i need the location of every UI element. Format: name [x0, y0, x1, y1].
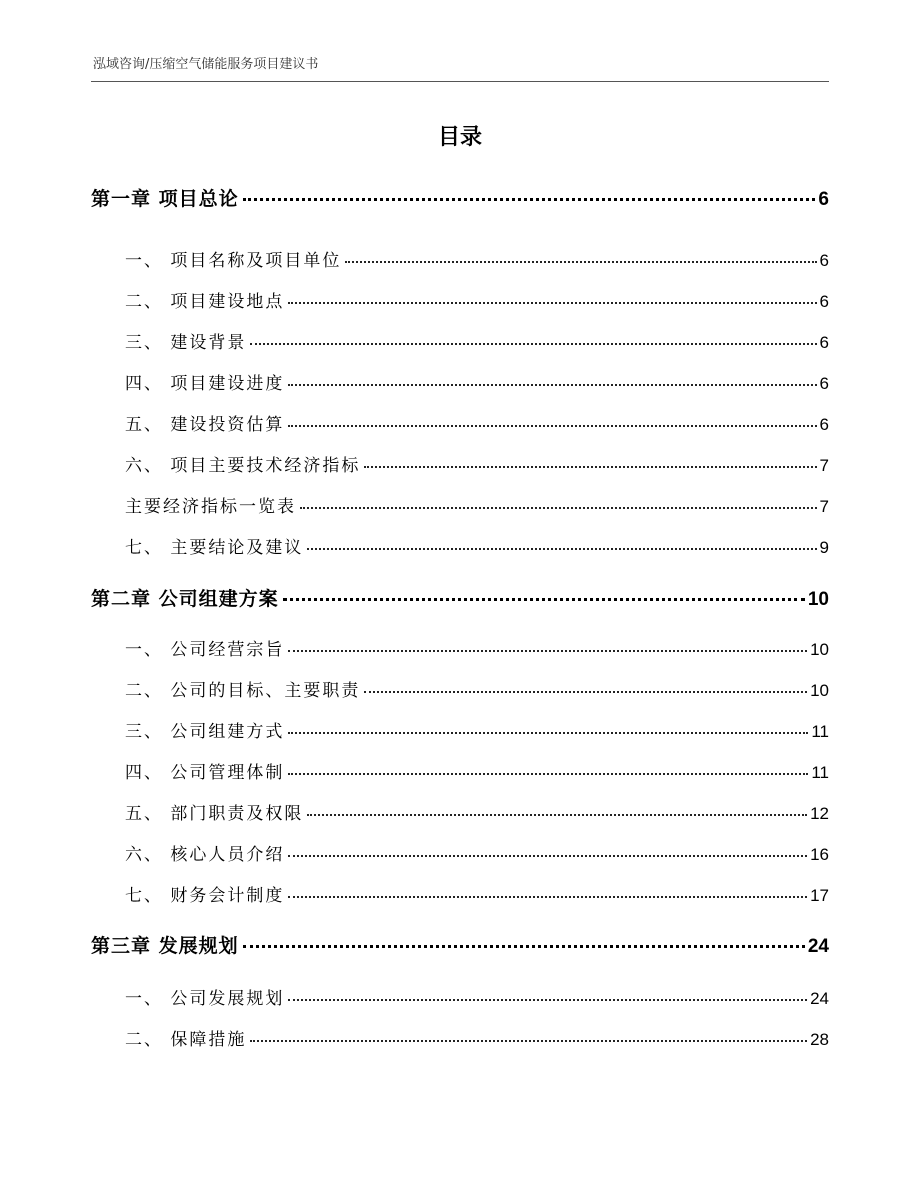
toc-chapter[interactable] — [91, 931, 829, 958]
toc-section[interactable] — [125, 410, 829, 435]
dot-leader — [288, 425, 816, 427]
dot-leader — [288, 773, 808, 775]
toc-chapter[interactable] — [91, 184, 829, 211]
dot-leader — [288, 732, 808, 734]
toc-section[interactable] — [125, 717, 829, 742]
dot-leader — [288, 302, 816, 304]
toc-section[interactable] — [125, 287, 829, 312]
toc-page-number: 12 — [810, 804, 829, 823]
toc-section[interactable] — [125, 840, 829, 865]
dot-leader — [243, 198, 816, 201]
toc-entry-label: 三、 公司组建方式 — [125, 722, 285, 742]
toc-page-number: 6 — [819, 251, 829, 270]
toc-section[interactable] — [125, 328, 829, 353]
toc-page-number: 7 — [819, 456, 829, 475]
dot-leader — [364, 466, 816, 468]
toc-entry-label: 六、 核心人员介绍 — [125, 845, 285, 865]
toc-page-number: 10 — [810, 681, 829, 700]
toc-entry-label: 第一章 项目总论 — [91, 188, 239, 210]
toc-entry-label: 七、 财务会计制度 — [125, 886, 285, 906]
toc-page-number: 16 — [810, 845, 829, 864]
toc-section[interactable] — [125, 1025, 829, 1050]
toc-section[interactable] — [125, 246, 829, 271]
toc-entry-label: 四、 项目建设进度 — [125, 374, 285, 394]
toc-section[interactable] — [125, 984, 829, 1009]
toc-entry-label: 四、 公司管理体制 — [125, 763, 285, 783]
toc-section[interactable] — [125, 799, 829, 824]
toc-page-number: 11 — [811, 722, 829, 741]
toc-page-number: 6 — [819, 374, 829, 393]
toc-page-number: 24 — [807, 936, 829, 957]
dot-leader — [250, 343, 816, 345]
toc-entry-label: 五、 部门职责及权限 — [125, 804, 304, 824]
toc-entry-label: 六、 项目主要技术经济指标 — [125, 456, 361, 476]
dot-leader — [243, 945, 805, 948]
toc-entry-label: 三、 建设背景 — [125, 333, 247, 353]
header-divider — [91, 81, 829, 82]
toc-entry-label: 二、 保障措施 — [125, 1030, 247, 1050]
dot-leader — [288, 896, 807, 898]
dot-leader — [345, 261, 816, 263]
toc-entry-label: 一、 公司发展规划 — [125, 989, 285, 1009]
dot-leader — [364, 691, 807, 693]
toc-page-number: 6 — [819, 415, 829, 434]
toc-entry-label: 七、 主要结论及建议 — [125, 538, 304, 558]
toc-entry-label: 一、 公司经营宗旨 — [125, 640, 285, 660]
dot-leader — [307, 814, 807, 816]
toc-entry-label: 主要经济指标一览表 — [125, 497, 296, 517]
dot-leader — [283, 598, 805, 601]
toc-page-number: 17 — [810, 886, 829, 905]
toc-page-number: 6 — [818, 189, 829, 210]
toc-page-number: 24 — [810, 989, 829, 1008]
toc-section[interactable] — [125, 676, 829, 701]
toc-page-number: 6 — [819, 292, 829, 311]
dot-leader — [288, 650, 807, 652]
toc-section[interactable] — [125, 369, 829, 394]
dot-leader — [300, 507, 817, 509]
toc-page-number: 11 — [811, 763, 829, 782]
page-title: 目录 — [437, 125, 482, 150]
dot-leader — [250, 1040, 807, 1042]
toc-page-number: 6 — [819, 333, 829, 352]
toc-section[interactable] — [125, 451, 829, 476]
toc-entry-label: 第二章 公司组建方案 — [91, 588, 279, 610]
toc-section[interactable] — [125, 492, 829, 517]
toc-section[interactable] — [125, 533, 829, 558]
running-header: 泓域咨询/压缩空气储能服务项目建议书 — [93, 57, 319, 72]
dot-leader — [288, 855, 807, 857]
toc-entry-label: 二、 公司的目标、主要职责 — [125, 681, 361, 701]
toc-entry-label: 五、 建设投资估算 — [125, 415, 285, 435]
toc-section[interactable] — [125, 635, 829, 660]
toc-entry-label: 一、 项目名称及项目单位 — [125, 251, 342, 271]
dot-leader — [288, 384, 816, 386]
toc-page-number: 10 — [810, 640, 829, 659]
dot-leader — [288, 999, 807, 1001]
toc-page-number: 10 — [807, 589, 829, 610]
toc-entry-label: 第三章 发展规划 — [91, 935, 239, 957]
toc-page-number: 9 — [819, 538, 829, 557]
toc-page-number: 7 — [819, 497, 829, 516]
toc-section[interactable] — [125, 881, 829, 906]
dot-leader — [307, 548, 816, 550]
toc-entry-label: 二、 项目建设地点 — [125, 292, 285, 312]
toc-chapter[interactable] — [91, 584, 829, 611]
toc-page-number: 28 — [810, 1030, 829, 1049]
toc-section[interactable] — [125, 758, 829, 783]
